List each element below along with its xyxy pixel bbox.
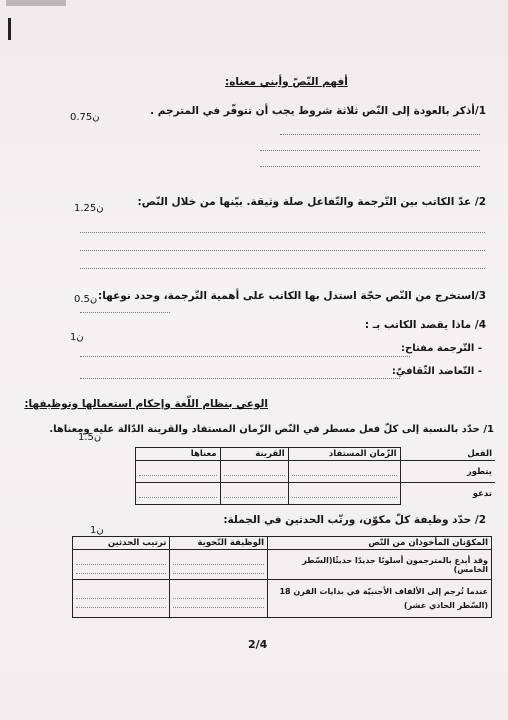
question-6: 2/ حدّد وظيفة كلّ مكوّن، ورتّب الحدثين في الجملة: bbox=[223, 514, 486, 526]
table-cell-empty bbox=[220, 461, 288, 483]
syntax-function-table bbox=[72, 536, 492, 618]
answer-line bbox=[80, 356, 410, 357]
table-header: المكوّنان المأخوذان من النّص bbox=[268, 537, 492, 550]
scan-smudge bbox=[6, 0, 66, 6]
question-2: 2/ عدّ الكاتب بين التّرجمة والتّفاعل صلة وثيقة. بيّنها من خلال النّص: bbox=[137, 196, 486, 208]
answer-line bbox=[80, 232, 485, 233]
table-header: الزّمان المستفاد bbox=[288, 448, 400, 461]
table-row bbox=[73, 580, 492, 618]
table-header: ترتيب الحدثين bbox=[73, 537, 170, 550]
table-header-row bbox=[136, 448, 496, 461]
table-header: الفعل bbox=[400, 448, 495, 461]
answer-line bbox=[260, 166, 480, 167]
table-header: القرينة bbox=[220, 448, 288, 461]
answer-line bbox=[80, 268, 485, 269]
table-cell-empty bbox=[170, 550, 268, 580]
table-cell-empty bbox=[73, 580, 170, 618]
table-row bbox=[136, 461, 496, 483]
section-title-language: الوعي بنظام اللّغة وإحكام استعمالها وتوظيفها: bbox=[24, 398, 268, 410]
table-row bbox=[73, 550, 492, 580]
answer-line bbox=[80, 250, 485, 251]
page-number: 2/4 bbox=[248, 638, 268, 651]
question-5: 1/ حدّد بالنسبة إلى كلّ فعل مسطر في النّص الزّمان المستفاد والقرينة الدّالة عليه ومعناها. bbox=[49, 424, 494, 435]
table-cell-empty bbox=[220, 483, 288, 505]
table-cell-verb: تدعو bbox=[400, 483, 495, 505]
question-5-points: 1.5ن bbox=[78, 432, 102, 443]
section-title-comprehension: أفهم النّصّ وأبني معناه: bbox=[225, 76, 348, 88]
table-header: معناها bbox=[136, 448, 221, 461]
question-4-points: 1ن bbox=[70, 332, 84, 343]
answer-line bbox=[260, 150, 480, 151]
question-1-points: 0.75ن bbox=[70, 112, 100, 123]
table-cell-empty bbox=[170, 580, 268, 618]
table-header-row bbox=[73, 537, 492, 550]
table-cell-empty bbox=[136, 483, 221, 505]
question-4-item-2: - التّعاضد الثّقافيّ: bbox=[391, 366, 482, 377]
verb-tense-table bbox=[135, 447, 495, 505]
question-3-points: 0.5ن bbox=[74, 294, 98, 305]
table-cell-empty bbox=[73, 550, 170, 580]
table-cell-empty bbox=[136, 461, 221, 483]
table-cell-component: وقد أبدع بالمترجمون أسلوبًا جديدًا حديثًا(السّطر الخامس) bbox=[268, 550, 492, 580]
question-3: 3/استخرج من النّص حجّة استدل بها الكاتب على أهمية التّرجمة، وحدد نوعها: bbox=[98, 290, 486, 302]
table-cell-component: عندما تُرجم إلى الألفاف الأجنبيّة في بدايات القرن 18 (السّطر الحادي عشر) bbox=[268, 580, 492, 618]
question-1: 1/أذكر بالعودة إلى النّص ثلاثة شروط يجب أن تتوفّر في المترجم . bbox=[150, 105, 486, 117]
table-cell-verb: يتطور bbox=[400, 461, 495, 483]
question-4-item-1: - التّرجمة مفتاح: bbox=[400, 343, 482, 354]
margin-mark bbox=[8, 18, 11, 40]
table-cell-empty bbox=[288, 483, 400, 505]
table-cell-empty bbox=[288, 461, 400, 483]
question-6-points: 1ن bbox=[90, 525, 104, 536]
table-header: الوظيفة النّحوية bbox=[170, 537, 268, 550]
answer-line bbox=[80, 312, 170, 313]
answer-line bbox=[280, 134, 480, 135]
table-row bbox=[136, 483, 496, 505]
question-4: 4/ ماذا يقصد الكاتب بـ : bbox=[364, 319, 486, 331]
answer-line bbox=[80, 378, 400, 379]
question-2-points: 1.25ن bbox=[74, 203, 104, 214]
